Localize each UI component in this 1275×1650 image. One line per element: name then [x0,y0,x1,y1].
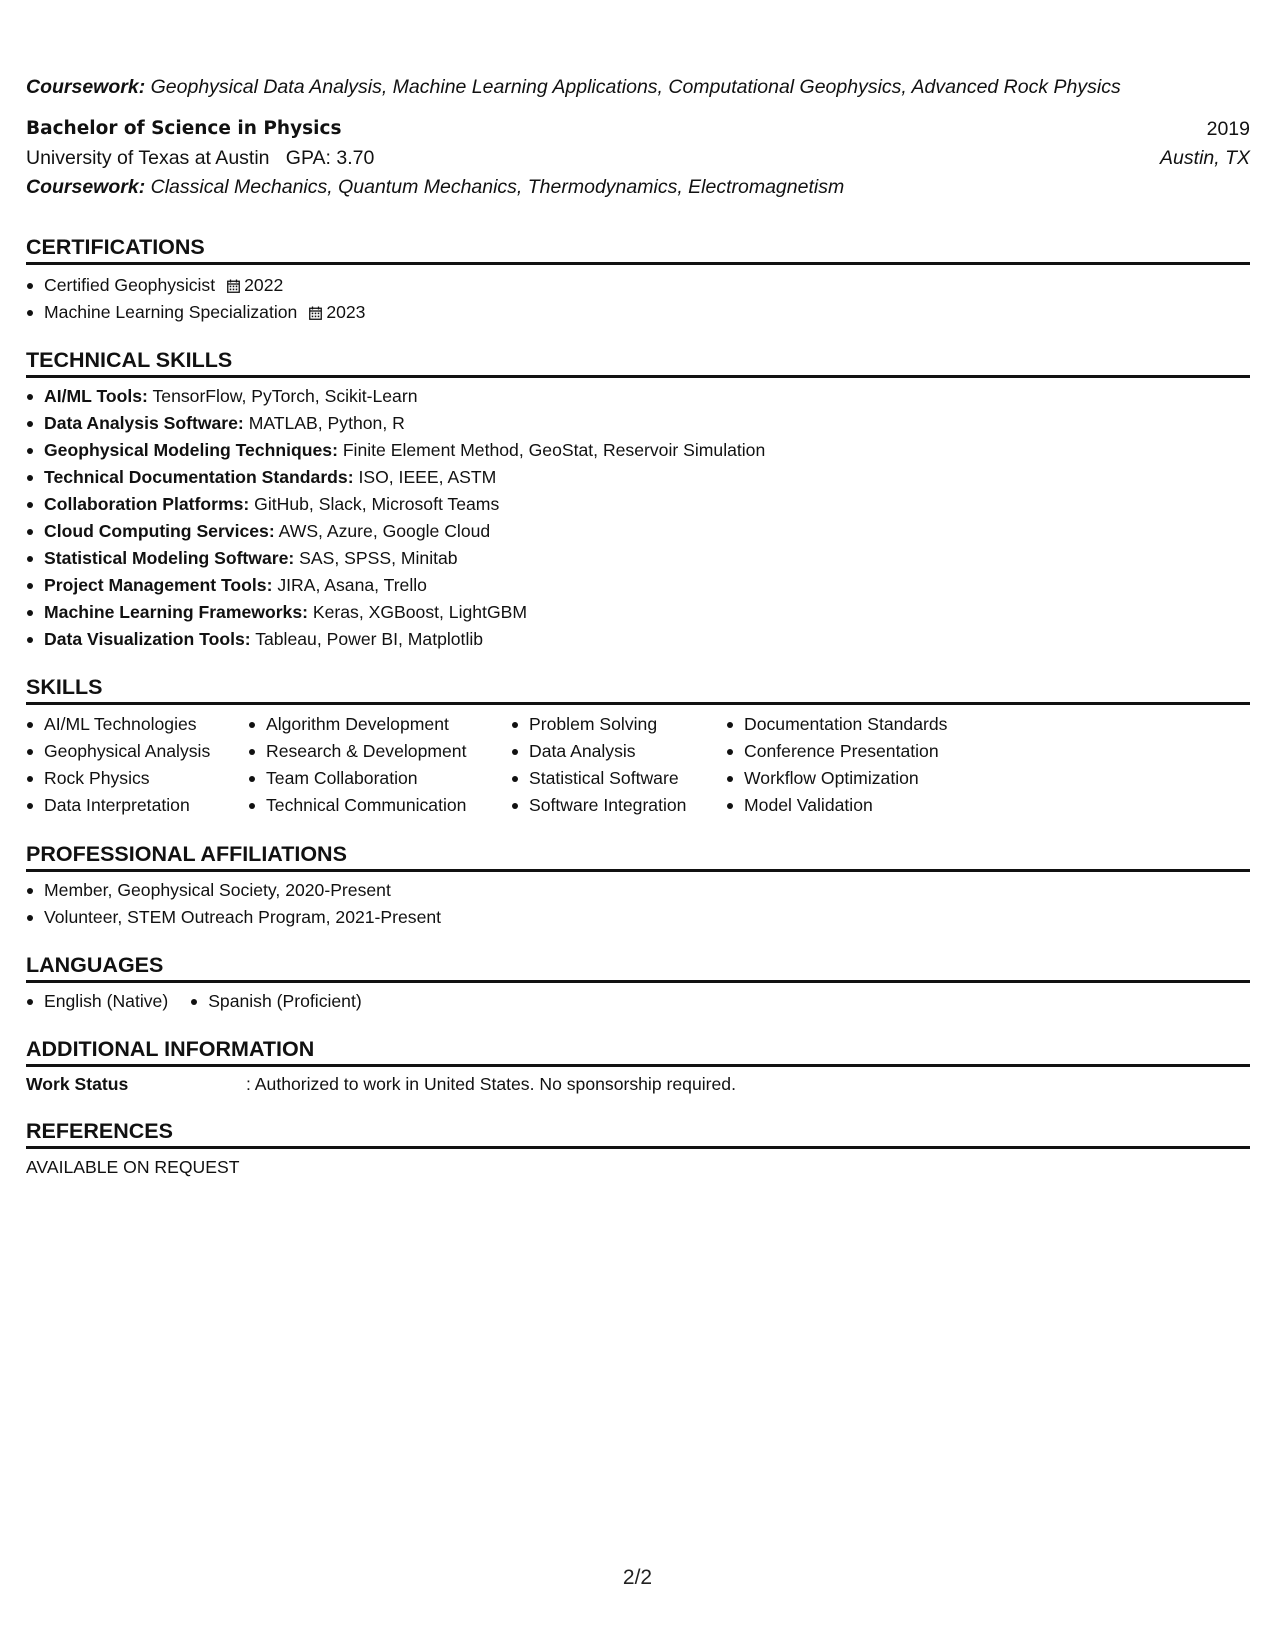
technical-skill-item [26,545,1250,572]
skill-label: Conference Presentation [744,741,939,761]
skill-item [248,738,511,765]
skills-grid [26,711,986,819]
technical-skill-item [26,491,1250,518]
skill-item [726,792,986,819]
bullet [27,394,33,400]
technical-skill-label: Technical Documentation Standards: [44,467,354,487]
skill-label: AI/ML Technologies [44,714,197,734]
skill-item [248,711,511,738]
bullet [27,999,33,1005]
skill-item [511,765,726,792]
technical-skill-value: ISO, IEEE, ASTM [358,467,497,487]
coursework-text: Classical Mechanics, Quantum Mechanics, Thermodynamics, Electromagnetism [150,176,845,198]
technical-skill-item [26,410,1250,437]
section-title: TECHNICAL SKILLS [26,348,233,372]
bullet [512,749,518,755]
bullet [249,749,255,755]
skill-label: Model Validation [744,795,873,815]
bullet [27,556,33,562]
skill-item [726,765,986,792]
bullet [27,283,33,289]
technical-skill-item [26,383,1250,410]
skills-column [726,711,986,819]
affiliations-list [26,877,1250,931]
skill-item [26,792,248,819]
work-status-value: : Authorized to work in United States. No sponsorship required. [246,1074,736,1094]
skill-item [26,711,248,738]
skill-label: Data Interpretation [44,795,190,815]
certification-name: Machine Learning Specialization [44,302,298,322]
work-status-label: Work Status [26,1074,129,1094]
skill-item [248,792,511,819]
technical-skill-item [26,572,1250,599]
affiliation-text: Member, Geophysical Society, 2020-Present [44,880,391,900]
section-title: ADDITIONAL INFORMATION [26,1037,315,1061]
skill-label: Data Analysis [529,741,636,761]
references-text: AVAILABLE ON REQUEST [26,1157,240,1177]
calendar-icon [309,306,322,320]
school-gpa: GPA: 3.70 [285,147,375,169]
section-header-skills [26,670,1250,705]
certification-year: 2022 [244,275,284,295]
bullet [191,999,197,1005]
languages-list [26,988,384,1015]
technical-skill-item [26,437,1250,464]
bullet [27,583,33,589]
degree-title: Bachelor of Science in Physics [26,118,342,139]
technical-skill-label: Data Visualization Tools: [44,629,251,649]
affiliation-item [26,877,1250,904]
coursework-text: Geophysical Data Analysis, Machine Learning Applications, Computational Geophysics, Advanced Rock Physics [150,76,1121,98]
skill-label: Software Integration [529,795,687,815]
school-location: Austin, TX [1160,147,1250,169]
bullet [27,915,33,921]
degree-row [26,118,1250,141]
technical-skill-label: AI/ML Tools: [44,386,148,406]
bullet [249,803,255,809]
bullet [249,722,255,728]
technical-skill-value: AWS, Azure, Google Cloud [278,521,491,541]
technical-skill-item [26,626,1250,653]
bullet [512,803,518,809]
bullet [27,722,33,728]
bullet [27,888,33,894]
bullet [727,776,733,782]
bullet [27,749,33,755]
calendar-icon [227,279,240,293]
skill-label: Algorithm Development [266,714,449,734]
section-title: PROFESSIONAL AFFILIATIONS [26,842,347,866]
affiliation-text: Volunteer, STEM Outreach Program, 2021-Present [44,907,442,927]
bullet [27,776,33,782]
bullet [27,610,33,616]
certification-item [26,299,1250,326]
skill-item [511,738,726,765]
technical-skill-label: Machine Learning Frameworks: [44,602,308,622]
skill-item [26,765,248,792]
language-text: Spanish (Proficient) [208,991,362,1011]
technical-skill-value: Finite Element Method, GeoStat, Reservoir Simulation [342,440,766,460]
skill-label: Problem Solving [529,714,658,734]
certifications-list [26,272,1250,326]
skills-column [511,711,726,819]
skill-item [726,711,986,738]
technical-skill-value: Tableau, Power BI, Matplotlib [255,629,484,649]
section-title: CERTIFICATIONS [26,235,205,259]
section-title: SKILLS [26,675,103,699]
section-title: REFERENCES [26,1119,173,1143]
skill-label: Research & Development [266,741,467,761]
skill-label: Team Collaboration [266,768,418,788]
technical-skill-label: Geophysical Modeling Techniques: [44,440,338,460]
certification-year: 2023 [326,302,366,322]
page-number: 2/2 [622,1566,653,1589]
bullet [249,776,255,782]
bullet [727,803,733,809]
section-title: LANGUAGES [26,953,164,977]
technical-skill-label: Collaboration Platforms: [44,494,250,514]
skill-label: Geophysical Analysis [44,741,211,761]
skill-item [248,765,511,792]
technical-skills-list [26,383,1250,653]
bullet [27,803,33,809]
technical-skill-value: TensorFlow, PyTorch, Scikit-Learn [152,386,418,406]
bullet [27,475,33,481]
section-header-certifications [26,230,1250,265]
bullet [512,722,518,728]
language-item [26,988,168,1015]
technical-skill-value: JIRA, Asana, Trello [277,575,427,595]
technical-skill-label: Cloud Computing Services: [44,521,275,541]
affiliation-item [26,904,1250,931]
section-header-additional-info [26,1032,1250,1067]
bullet [27,529,33,535]
bullet [27,310,33,316]
school-row [26,147,1250,170]
technical-skill-value: MATLAB, Python, R [248,413,405,433]
skill-label: Rock Physics [44,768,150,788]
section-header-references [26,1114,1250,1149]
skill-label: Statistical Software [529,768,679,788]
bullet [727,722,733,728]
prev-coursework-line [26,76,1121,99]
technical-skill-value: SAS, SPSS, Minitab [299,548,458,568]
technical-skill-label: Data Analysis Software: [44,413,244,433]
bullet [27,637,33,643]
technical-skill-item [26,464,1250,491]
coursework-label: Coursework: [26,76,146,98]
skills-column [248,711,511,819]
resume-page [26,0,1250,1650]
technical-skill-label: Statistical Modeling Software: [44,548,295,568]
school-name: University of Texas at Austin [26,147,270,169]
bullet [27,502,33,508]
skill-item [26,738,248,765]
bullet [27,448,33,454]
coursework-label: Coursework: [26,176,146,198]
bullet [512,776,518,782]
degree-year: 2019 [1206,118,1250,140]
bullet [27,421,33,427]
bachelor-coursework-line [26,176,844,199]
skills-column [26,711,248,819]
language-text: English (Native) [44,991,169,1011]
section-header-languages [26,948,1250,983]
work-status-row [26,1071,1250,1098]
technical-skill-item [26,518,1250,545]
skill-item [511,792,726,819]
technical-skill-label: Project Management Tools: [44,575,273,595]
section-header-technical-skills [26,343,1250,378]
certification-name: Certified Geophysicist [44,275,216,295]
skill-item [726,738,986,765]
skill-label: Technical Communication [266,795,467,815]
skill-label: Documentation Standards [744,714,948,734]
technical-skill-value: Keras, XGBoost, LightGBM [312,602,528,622]
technical-skill-item [26,599,1250,626]
technical-skill-value: GitHub, Slack, Microsoft Teams [254,494,500,514]
skill-label: Workflow Optimization [744,768,919,788]
skill-item [511,711,726,738]
language-item [190,988,362,1015]
bullet [727,749,733,755]
section-header-affiliations [26,837,1250,872]
certification-item [26,272,1250,299]
